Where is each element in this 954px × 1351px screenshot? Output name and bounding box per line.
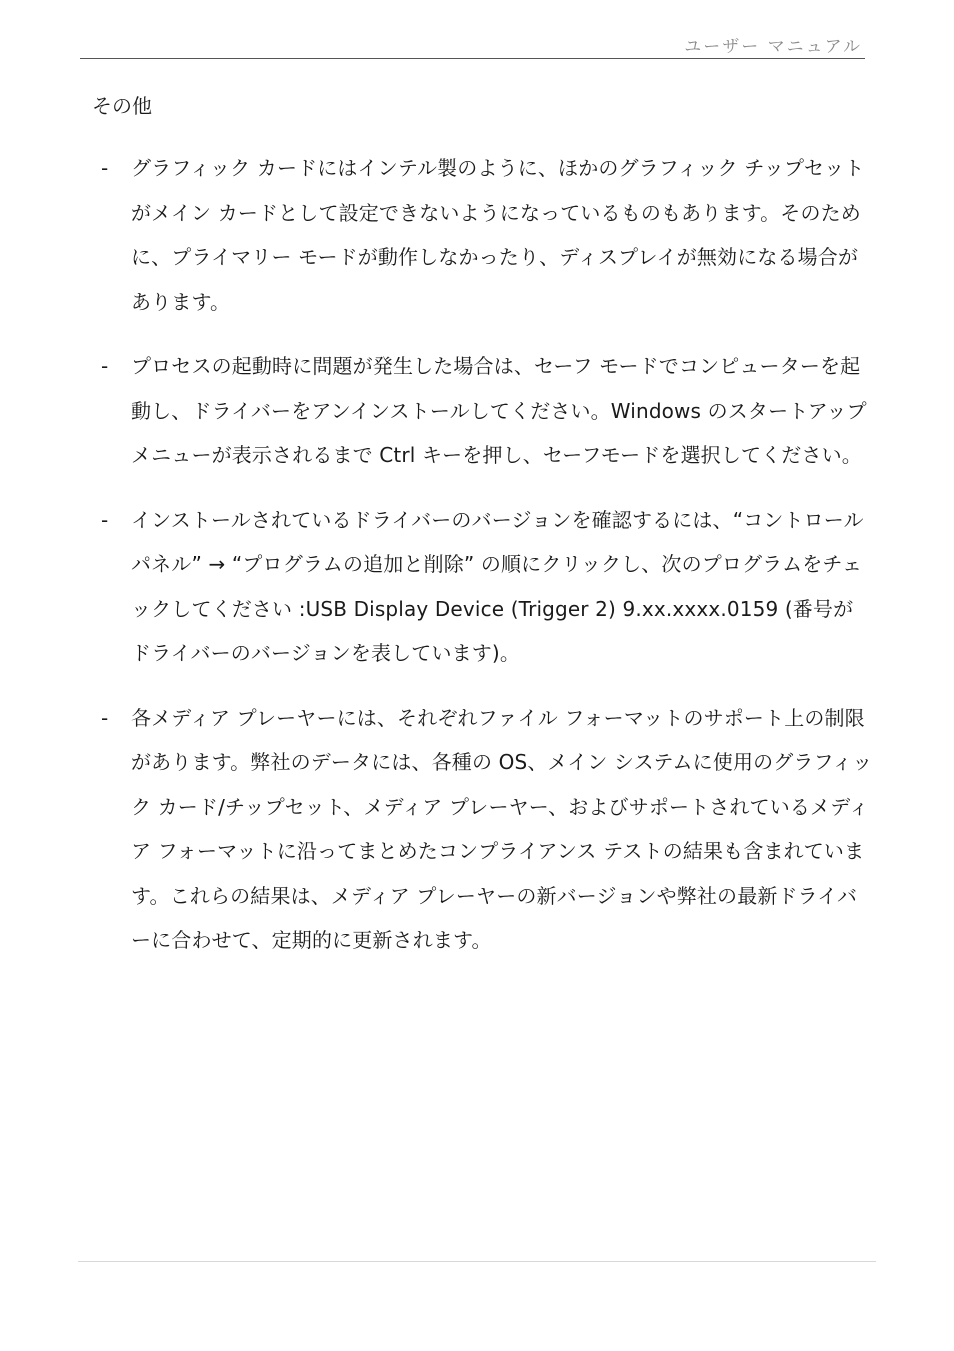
header-divider bbox=[80, 58, 865, 59]
bullet-marker: - bbox=[101, 705, 109, 730]
bullet-marker: - bbox=[101, 507, 109, 532]
list-item bbox=[0, 344, 954, 478]
list-item bbox=[0, 146, 954, 324]
page-header-title: ユーザー マニュアル bbox=[684, 37, 862, 57]
list-item-text: グラフィック カードにはインテル製のように、ほかのグラフィック チップセットがメイン カードとして設定できないようになっているものもあります。そのために、プライマリー モードが動作しなかったり、ディスプレイが無効になる場合があります。 bbox=[131, 156, 865, 314]
bullet-marker: - bbox=[101, 354, 109, 378]
list-item-text: 各メディア プレーヤーには、それぞれファイル フォーマットのサポート上の制限があります。弊社のデータには、各種の OS、メイン システムに使用のグラフィック カード/チップセット、メディア プレーヤー、およびサポートされているメディア フォーマットに沿ってまとめたコンプライアンス テストの結果も含まれています。これらの結果は、メディア プレーヤーの新バージョンや弊社の最新ドライバーに合わせて、定期的に更新されます。 bbox=[131, 705, 873, 952]
bullet-list bbox=[0, 146, 954, 983]
list-item-text: プロセスの起動時に問題が発生した場合は、セーフ モードでコンピューターを起動し、ドライバーをアンインストールしてください。Windows のスタートアップ メニューが表示されるまで Ctrl キーを押し、セーフモードを選択してください。 bbox=[131, 354, 867, 467]
list-item-text: インストールされているドライバーのバージョンを確認するには、“コントロール パネル” → “プログラムの追加と削除” の順にクリックし、次のプログラムをチェックしてください :USB Display Device (Trigger 2) 9.xx.xxxx.0159 (番号がドライバーのバージョンを表しています)。 bbox=[131, 507, 864, 665]
footer-divider bbox=[78, 1261, 876, 1262]
list-item bbox=[0, 498, 954, 676]
bullet-marker: - bbox=[101, 156, 109, 180]
section-title: その他 bbox=[92, 94, 152, 118]
list-item bbox=[0, 696, 954, 963]
